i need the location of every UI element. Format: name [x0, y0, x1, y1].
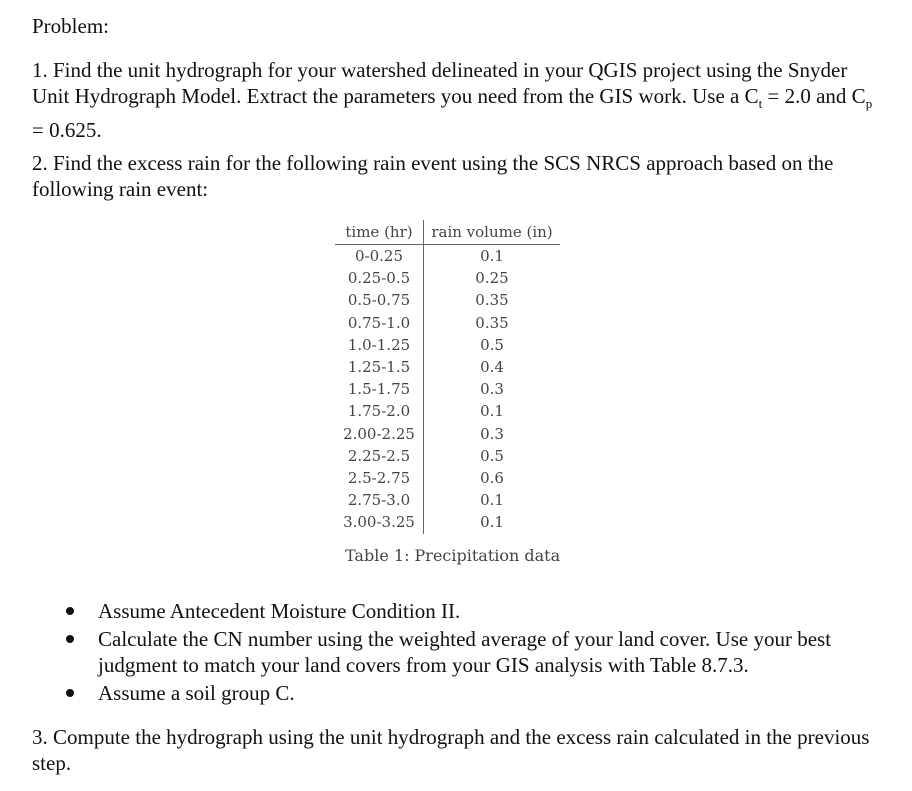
table-row [335, 356, 560, 378]
table-header-row [335, 220, 560, 245]
table-row [335, 245, 560, 268]
list-item [62, 598, 882, 624]
column-header-rain-volume: rain volume (in) [424, 220, 561, 245]
list-item [62, 680, 882, 706]
time-cell: 2.00-2.25 [335, 423, 424, 445]
problem-heading: Problem: [32, 14, 109, 38]
time-cell: 1.25-1.5 [335, 356, 424, 378]
table-row [335, 445, 560, 467]
list-item-text: Calculate the CN number using the weighted average of your land cover. Use your best judgment to match your land covers from your GIS analysis with Table 8.7.3. [98, 627, 832, 677]
bullet-dot-icon [66, 607, 74, 615]
time-cell: 0.75-1.0 [335, 312, 424, 334]
problem-1-paragraph [32, 57, 882, 143]
rain-volume-cell: 0.35 [475, 291, 509, 310]
precipitation-table-wrapper [335, 220, 560, 534]
list-item [62, 626, 882, 678]
rain-volume-cell: 0.3 [480, 424, 504, 443]
problem-1-end: = 0.625. [32, 118, 102, 143]
ct-subscript: t [758, 96, 763, 112]
time-cell: 0.25-0.5 [335, 267, 424, 289]
assumption-list [62, 598, 882, 708]
rain-volume-cell: 0.35 [475, 313, 509, 332]
table-row [335, 378, 560, 400]
bullet-dot-icon [66, 689, 74, 697]
problem-1-mid: = 2.0 and C [762, 84, 866, 108]
table-row [335, 423, 560, 445]
rain-volume-cell: 0.1 [480, 491, 504, 510]
list-item-text: Assume Antecedent Moisture Condition II. [98, 599, 461, 623]
rain-volume-cell: 0.25 [475, 269, 509, 288]
bullet-dot-icon [66, 635, 74, 643]
time-cell: 2.5-2.75 [335, 467, 424, 489]
rain-volume-cell: 0.5 [480, 335, 504, 354]
problem-1-text: 1. Find the unit hydrograph for your watershed delineated in your QGIS project using the Snyder Unit Hydrograph Model. Extract the parameters you need from the GIS work. Use a C [32, 58, 848, 108]
rain-volume-cell: 0.1 [480, 402, 504, 421]
time-cell: 2.75-3.0 [335, 489, 424, 511]
precipitation-table [335, 220, 560, 534]
rain-volume-cell: 0.4 [480, 358, 504, 377]
table-body [335, 245, 560, 534]
table-row [335, 511, 560, 533]
column-header-time: time (hr) [335, 220, 424, 245]
time-cell: 1.0-1.25 [335, 334, 424, 356]
problem-2-paragraph: 2. Find the excess rain for the following rain event using the SCS NRCS approach based on the following rain event: [32, 151, 834, 201]
rain-volume-cell: 0.1 [480, 513, 504, 532]
time-cell: 3.00-3.25 [335, 511, 424, 533]
cp-subscript: p [865, 96, 873, 112]
time-cell: 1.5-1.75 [335, 378, 424, 400]
time-cell: 0-0.25 [335, 245, 424, 268]
rain-volume-cell: 0.1 [480, 247, 504, 265]
time-cell: 2.25-2.5 [335, 445, 424, 467]
rain-volume-cell: 0.6 [480, 469, 504, 488]
table-caption: Table 1: Precipitation data [345, 546, 561, 565]
table-row [335, 312, 560, 334]
list-item-text: Assume a soil group C. [98, 681, 295, 705]
rain-volume-cell: 0.3 [480, 380, 504, 399]
table-row [335, 400, 560, 422]
table-row [335, 467, 560, 489]
table-row [335, 289, 560, 311]
rain-volume-cell: 0.5 [480, 446, 504, 465]
table-row [335, 267, 560, 289]
table-row [335, 489, 560, 511]
time-cell: 0.5-0.75 [335, 289, 424, 311]
time-cell: 1.75-2.0 [335, 400, 424, 422]
table-row [335, 334, 560, 356]
problem-3-paragraph: 3. Compute the hydrograph using the unit hydrograph and the excess rain calculated in the previous step. [32, 725, 870, 775]
